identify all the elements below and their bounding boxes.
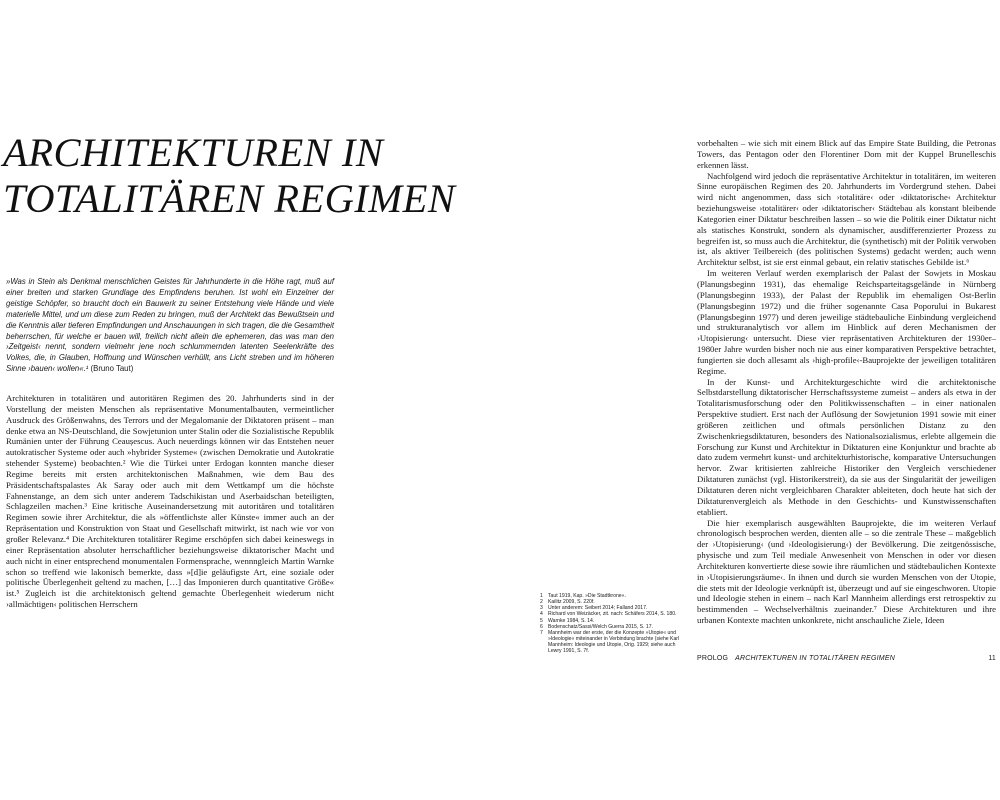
paragraph: vorbehalten – wie sich mit einem Blick auf das Empire State Building, die Petronas Towers, das Pentagon oder den Florentiner Dom mit der Kuppel Brunelleschis erkennen lässt. <box>697 138 996 170</box>
chapter-title-line-1: ARCHITEKTUREN IN <box>3 130 384 175</box>
epigraph-text: »Was in Stein als Denkmal menschlichen Geistes für Jahrhunderte in die Höhe ragt, muß auf einer breiten und starken Grundlage des Empfindens beruhen. Ist wohl ein Einzelner der geistige Schöpfer, so braucht doch ein Bauwerk zu seiner Entstehung viele Hände und viele materielle Mittel, und um diese zum Reden zu bringen, muß der Architekt das Bewußtsein und die Kenntnis aller tieferen Empfindungen und Anschauungen in sich tragen, die die Gesamtheit beherrschen, für welche er bauen will, freilich nicht allein die ephemeren, das was man den ›Zeitgeist‹ nennt, sondern vielmehr jene noch schlummernden latenten Seelenkräfte des Volkes, die, in Glauben, Hoffnung und Wünschen verhüllt, ans Licht streben und im höheren Sinne ›bauen‹ wollen«.¹ <box>6 277 334 374</box>
footnote-number: 3 <box>540 605 543 612</box>
footnote-text: Unter anderem: Seibert 2014; Falland 2017. <box>548 605 648 612</box>
right-body-text <box>697 138 996 626</box>
footnote-number: 7 <box>540 629 543 636</box>
footnote-text: Richard von Weizäcker, zit. nach: Schäfers 2014, S. 180. <box>548 611 677 618</box>
running-footer <box>697 655 996 662</box>
footnotes <box>540 593 690 655</box>
footnote-text: Taut 1919, Kap. »Die Stadtkrone«. <box>548 593 626 599</box>
paragraph: In der Kunst- und Architekturgeschichte wird die architektonische Selbstdarstellung diktatorischer Herrschaftssysteme zumeist – anders als etwa in der Totalitarismusforschung oder den Politikwissenschaften – in einer nationalen Perspektive studiert. Erst nach der Auflösung der Sowjetunion 1991 sowie mit einer größeren zeitlichen und oftmals persönlichen Distanz zu den Zwischenkriegsdiktaturen, besonders des Nationalsozialismus, erlebte allgemein die Forschung zur Kunst und Architektur in Diktaturen eine Konjunktur und brachte ab dato zudem vermehrt kunst- und architekturhistorische, komparative Untersuchungen hervor. Zwar kritisierten zahlreiche Historiker den Vergleich verschiedener Diktaturen zunächst (vgl. Historikerstreit), da sie aus der Singularität der jeweiligen Diktaturen deren nicht vergleichbaren Charakter ableiteten, doch heute hat sich der Diktaturenvergleich als Methode in den Geschichts- und Kunstwissenschaften etabliert. <box>697 376 996 517</box>
footnote-text: Mannheim war der erste, der die Konzepte »Utopie« und »Ideologie« miteinander in Verbindung brachte (siehe Karl Mannheim: Ideologie und Utopie, Orig. 1929; siehe auch Lewry 1991, S. 7f. <box>548 629 680 655</box>
paragraph: Nachfolgend wird jedoch die repräsentative Architektur in totalitären, im weiteren Sinne europäischen Regimen des 20. Jahrhunderts im Vordergrund stehen. Dabei wird nicht angenommen, dass sich ›totalitäre‹ oder ›diktatorische‹ Architektur beziehungsweise ›totalitärer‹ oder ›diktatorischer‹ Städtebau als konstant bleibende Kategorien einer Diktatur beschreiben lassen – so wie die Politik einer Diktatur nicht als statisches Konstrukt, sondern als dynamischer, ausdifferenzierter Prozess zu begreifen ist, so muss auch die Architektur, die (synthetisch) mit der Politik verwoben ist, als aktiver Teilbereich (des politischen Systems) gedacht werden; auch wenn Architektur selbst, ist sie erst einmal gebaut, ein relativ statisches Gebilde ist.⁶ <box>697 170 996 268</box>
epigraph <box>6 277 334 375</box>
left-body-text: Architekturen in totalitären und autoritären Regimen des 20. Jahrhunderts sind in der Vorstellung der meisten Menschen als repräsentative Monumentalbauten, vermeintlicher Ausdruck des Größenwahns, des Terrors und der Megalomanie der Diktatoren präsent – man denke etwa an NS-Deutschland, die Sowjetunion unter Stalin oder die Sozialistische Republik Rumänien unter der Führung Ceaușescus. Auch neuerdings können wir das Entstehen neuer autokratischer Systeme oder auch »hybrider Systeme« (zwischen Demokratie und Autokratie stehender Systeme) beobachten.² Wie die Türkei unter Erdogan konnten manche dieser Regime bereits mit ersten architektonischen Maßnahmen, wie dem Bau des Präsidentschaftspalastes Ak Saray oder auch mit dem Wettkampf um die höchste Fahnenstange, an dem sich unter anderem Tadschikistan und Aserbaidschan beteiligten, Schlagzeilen machen.³ Eine kritische Auseinandersetzung mit autoritären und totalitären Regimen sowie ihrer Architektur, die als »öffentlichste aller Künste« immer auch an der Repräsentation und Konstruktion von Staat und Gesellschaft mitwirkt, ist nach wie vor von großer Relevanz.⁴ Die Architekturen totalitärer Regime erschöpfen sich dabei keineswegs in einer Repräsentation absoluter herrschaftlicher beziehungsweise diktatorischer Macht und auch nicht in einer entsprechend monumentalen Formensprache, wennngleich Martin Warnke schon so treffend wie lakonisch bemerkte, dass »[d]ie geläufigste Art, eine soziale oder politische Überlegenheit geltend zu machen, […] das Imponieren durch quantitative Größe« ist.⁵ Zugleich ist die architektonisch geltend gemachte Überlegenheit wiederum nicht ›allmächtigen‹ politischen Herrschern <box>6 393 334 610</box>
footnote <box>540 630 690 655</box>
paragraph: Im weiteren Verlauf werden exemplarisch der Palast der Sowjets in Moskau (Planungsbeginn 1931), das ehemalige Reichsparteitagsgelände in Nürnberg (Planungsbeginn 1933), der Palast der Republik im ehemaligen Ost-Berlin (Planungsbeginn 1972) und die früher sogenannte Casa Poporului in Bukarest (Planungsbeginn 1977) und deren jeweilige städtebauliche Einbindung vergleichend und strukturanalytisch vor allem im Hinblick auf deren Mechanismen der ›Utopisierung‹ untersucht. Diese vier repräsentativen Architekturen der 1930er–1980er Jahre wurden bisher noch nie aus einer komparativen Perspektive betrachtet, fungierten sie doch allesamt als ›high-profile‹-Bauprojekte der jeweiligen totalitären Regime. <box>697 268 996 376</box>
chapter-title <box>3 130 483 222</box>
footnote-number: 4 <box>540 611 543 618</box>
page-number: 11 <box>988 655 996 662</box>
footnote-text: Warnke 1984, S. 14. <box>548 617 595 624</box>
footnote-text: Bodenschatz/Sassi/Welch Guerra 2015, S. 17. <box>548 623 653 630</box>
footer-section: PROLOG <box>697 655 729 662</box>
paragraph: Die hier exemplarisch ausgewählten Bauprojekte, die im weiteren Verlauf chronologisch besprochen werden, dienten alle – so die zentrale These – maßgeblich der ›Utopisierung‹ (und ›Ideologisierung‹) der Bevölkerung. Die zeitgenössische, physische und zum Teil mediale Anwesenheit von Menschen in oder vor diesen Architekturen konvertierte diese sowie ihre räumlichen und städtebaulichen Kontexte in ›Utopisierungsräume‹. In ihnen und durch sie wurden Menschen von der Utopie, die stets mit der Ideologie verknüpft ist, überzeugt und auf sie eingeschworen. Utopie und Ideologie stehen in einem – nach Karl Mannheim allerdings erst retrospektiv zu bestimmenden – Wechselverhältnis zueinander.⁷ Diese Architekturen und ihre urbanen Kontexte machten unkonkrete, nicht anschauliche Ziele, Ideen <box>697 517 996 626</box>
footnote-number: 6 <box>540 623 543 630</box>
footnote-text: Kailitz 2009, S. 220f. <box>548 599 595 606</box>
footer-chapter-title: ARCHITEKTUREN IN TOTALITÄREN REGIMEN <box>735 655 895 662</box>
footnote-number: 1 <box>540 593 543 599</box>
chapter-title-line-2: TOTALITÄREN REGIMEN <box>3 176 456 221</box>
epigraph-attribution: (Bruno Taut) <box>88 364 134 374</box>
footnote-number: 5 <box>540 617 543 624</box>
footnote-number: 2 <box>540 599 543 606</box>
